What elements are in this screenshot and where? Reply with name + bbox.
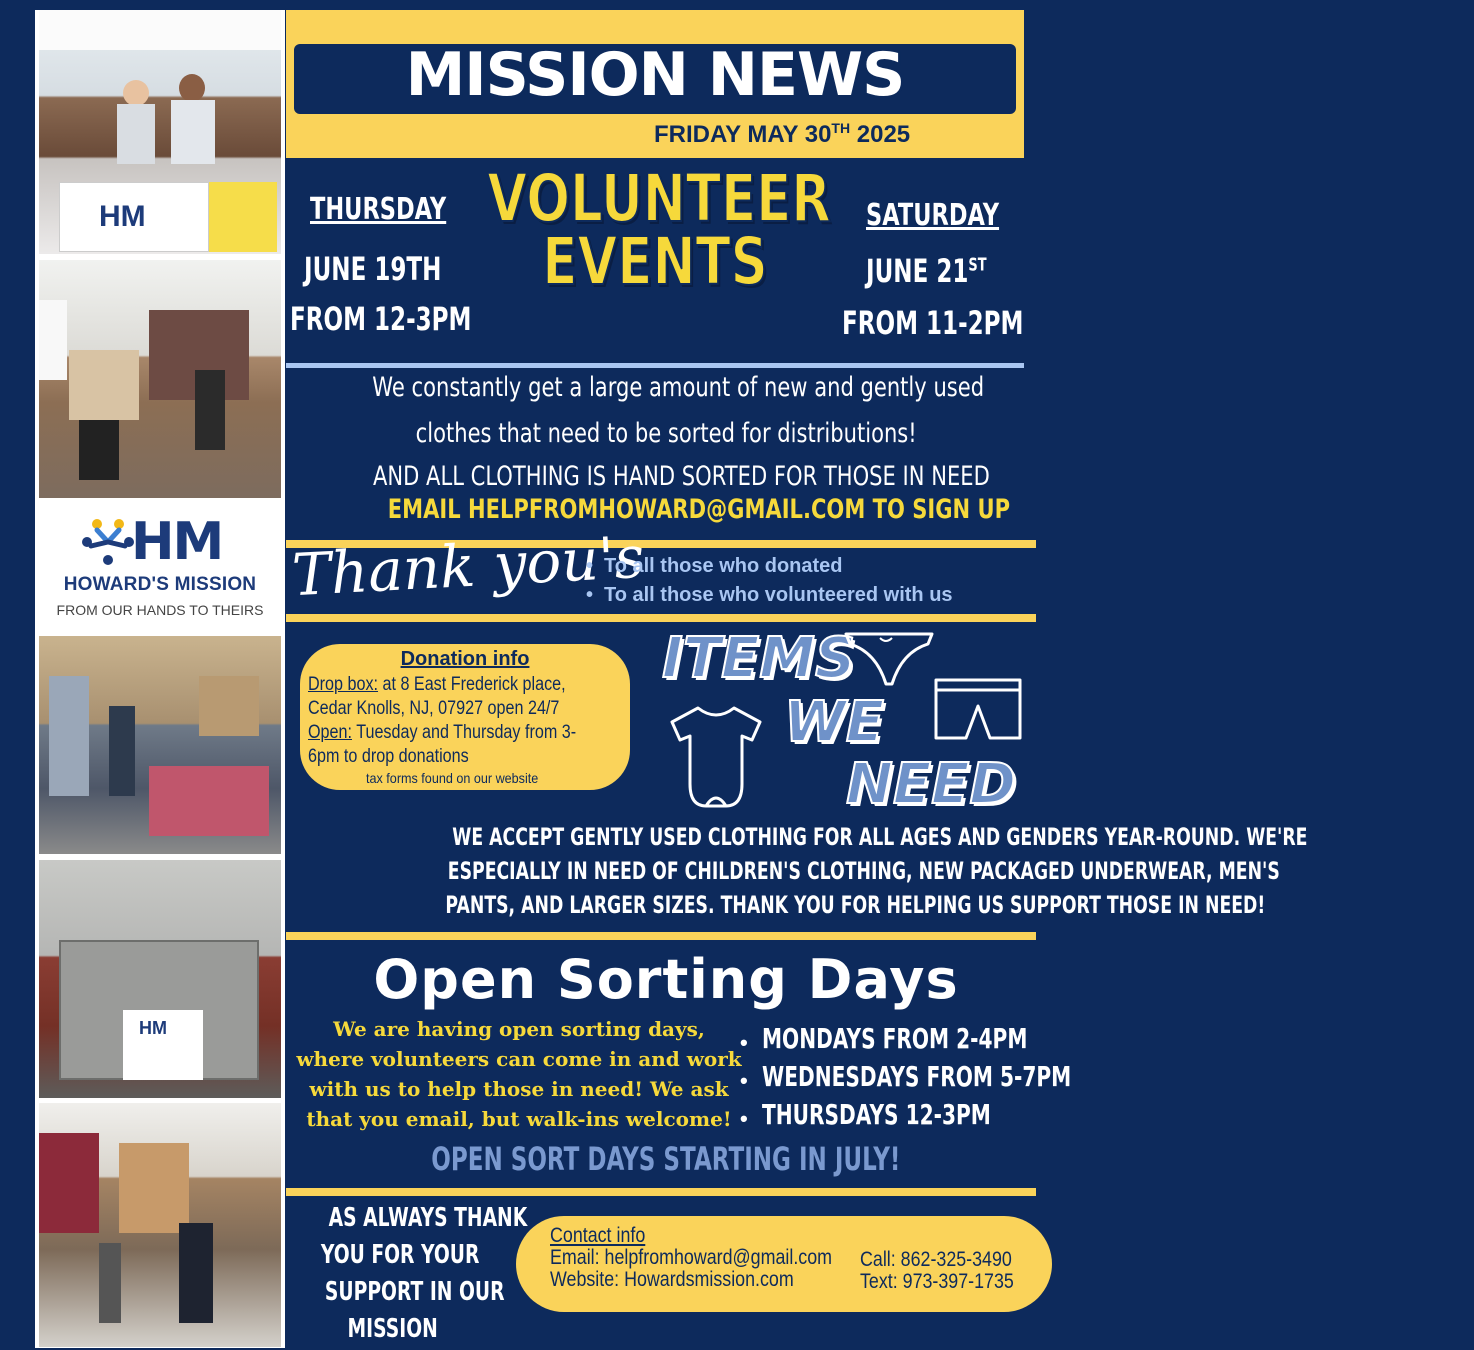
intro-line-1: We constantly get a large amount of new and gently used <box>372 372 985 403</box>
donation-info-box <box>300 644 630 790</box>
intro-line-2: clothes that need to be sorted for distributions! <box>415 418 917 449</box>
closing-thanks: AS ALWAYS THANK YOU FOR YOUR SUPPORT IN OUR MISSION <box>320 1203 528 1344</box>
bullet: • <box>740 1030 748 1055</box>
thanks-item-donated: • To all those who donated <box>604 555 843 578</box>
photo-booth-volunteers: HM <box>39 10 281 254</box>
donation-info-title: Donation info <box>400 648 530 670</box>
left-event-day: THURSDAY <box>310 192 447 227</box>
right-event-day: SATURDAY <box>866 198 1000 233</box>
left-event-time: FROM 12-3PM <box>290 300 472 338</box>
contact-text[interactable]: Text: 973-397-1735 <box>860 1270 1014 1293</box>
issue-date: FRIDAY MAY 30TH 2025 <box>654 120 911 148</box>
open-sorting-days-title: Open Sorting Days <box>373 948 959 1011</box>
logo-initials: HM <box>131 512 223 572</box>
divider <box>286 614 1036 622</box>
boxer-briefs-icon <box>932 676 1024 742</box>
contact-info-title: Contact info <box>550 1224 646 1247</box>
divider <box>286 363 1024 368</box>
sorting-day-monday: MONDAYS FROM 2-4PM <box>762 1022 1028 1055</box>
contact-phone[interactable]: Call: 862-325-3490 <box>860 1248 1012 1271</box>
dropbox-line: Drop box: at 8 East Frederick place, <box>308 674 566 695</box>
sort-start-note: OPEN SORT DAYS STARTING IN JULY! <box>431 1140 901 1178</box>
sorting-day-thursday: THURSDAYS 12-3PM <box>762 1098 991 1131</box>
thanks-item-volunteered: • To all those who volunteered with us <box>604 584 953 607</box>
open-hours-line: Open: Tuesday and Thursday from 3- <box>308 722 577 743</box>
divider <box>286 932 1036 940</box>
underwear-briefs-icon <box>842 628 936 690</box>
photo-strip <box>35 10 285 1348</box>
tax-forms-note: tax forms found on our website <box>366 770 539 786</box>
contact-email[interactable]: Email: helpfromhoward@gmail.com <box>550 1246 833 1269</box>
logo-name: HOWARD'S MISSION <box>63 574 257 595</box>
sorting-day-wednesday: WEDNESDAYS FROM 5-7PM <box>762 1060 1072 1093</box>
bullet: • <box>740 1106 748 1131</box>
photo-sorting-room <box>39 260 281 498</box>
thank-yous-script: Thank you's <box>290 522 646 610</box>
volunteer-events-title: VOLUNTEER EVENTS <box>487 160 831 300</box>
baby-onesie-icon <box>668 704 764 810</box>
open-sorting-description: We are having open sorting days, where volunteers can come in and work with us to help those in need! We ask that you email, but walk-ins welcome! <box>296 1017 742 1131</box>
divider <box>286 1188 1036 1196</box>
howards-mission-logo <box>39 504 281 632</box>
right-event-time: FROM 11-2PM <box>842 304 1024 342</box>
logo-tagline: FROM OUR HANDS TO THEIRS <box>56 602 264 618</box>
bullet: • <box>740 1068 748 1093</box>
newsletter-title: MISSION NEWS <box>405 40 905 110</box>
left-event-date: JUNE 19TH <box>304 250 442 288</box>
email-signup-cta[interactable]: EMAIL HELPFROMHOWARD@GMAIL.COM TO SIGN UP <box>387 494 1011 525</box>
contact-info-box <box>516 1216 1052 1312</box>
donation-acceptance-text: WE ACCEPT GENTLY USED CLOTHING FOR ALL AGES AND GENDERS YEAR-ROUND. WE'RE ESPECIALLY IN NEED OF CHILDREN'S CLOTHING, NEW PACKAGED UNDERWEAR, MEN'S PANTS, AND LARGER SIZES. THANK YOU FOR HELPING US SUPPORT THOSE IN NEED! <box>445 823 1308 919</box>
need-word: NEED <box>846 752 1016 817</box>
photo-volunteers-storage <box>39 1103 281 1347</box>
masthead-banner <box>286 10 1024 158</box>
open-hours-line-2: 6pm to drop donations <box>308 746 469 767</box>
intro-line-3: AND ALL CLOTHING IS HAND SORTED FOR THOSE IN NEED <box>372 461 990 492</box>
contact-website[interactable]: Website: Howardsmission.com <box>550 1268 794 1291</box>
photo-warehouse-sorting <box>39 636 281 854</box>
items-word: ITEMS <box>662 626 856 691</box>
dropbox-address: Cedar Knolls, NJ, 07927 open 24/7 <box>308 698 560 719</box>
photo-drop-box-shed: HM <box>39 860 281 1098</box>
right-event-date: JUNE 21ST <box>866 252 987 290</box>
we-word: WE <box>784 690 885 755</box>
